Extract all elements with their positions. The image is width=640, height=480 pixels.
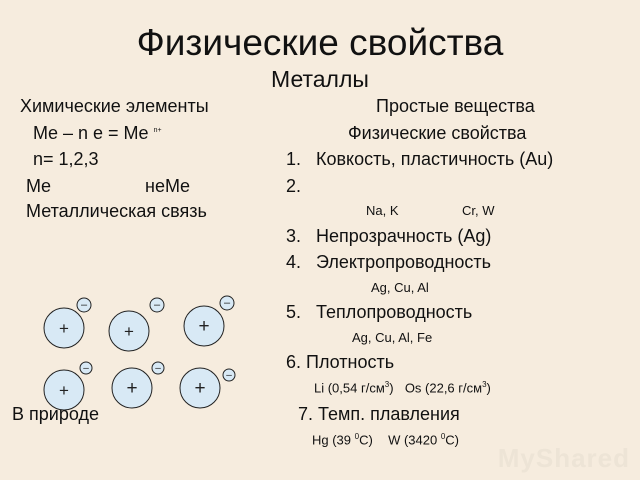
chemical-elements-heading: Химические элементы (20, 96, 209, 116)
property-4-examples: Ag, Cu, Al (371, 280, 429, 295)
cation-icon (112, 368, 152, 408)
nonmetal-label: неMe (145, 176, 190, 196)
svg-text:–: – (226, 370, 232, 381)
property-2-number: 2. (286, 176, 302, 196)
svg-text:–: – (83, 363, 89, 374)
property-4-text: Электропроводность (316, 252, 492, 272)
property-1-number: 1. (286, 149, 302, 169)
ionization-charge: n+ (153, 127, 162, 134)
electron-icon (150, 298, 164, 312)
property-3-number: 3. (286, 226, 302, 246)
svg-text:–: – (223, 297, 231, 309)
watermark-logo: MyShared (497, 443, 630, 473)
svg-text:+: + (126, 378, 138, 399)
mercury-melting-point: Hg (39 (312, 432, 355, 448)
cation-icon (184, 306, 224, 346)
property-4-number: 4. (286, 252, 302, 272)
property-2 (286, 176, 316, 197)
property-1 (286, 149, 553, 170)
cation-icon (44, 308, 84, 348)
electron-icon (77, 298, 91, 312)
property-5-number: 5. (286, 302, 302, 322)
property-2-examples-b: Cr, W (462, 203, 495, 218)
property-5-examples: Ag, Cu, Al, Fe (352, 330, 433, 345)
svg-text:+: + (198, 316, 210, 337)
tungsten-unit: C) (445, 432, 459, 448)
ionization-equation (33, 123, 162, 144)
property-7-examples (312, 432, 459, 447)
electron-icon (223, 369, 235, 381)
property-1-text: Ковкость, пластичность (Au) (316, 149, 554, 169)
lithium-density-exponent: 3 (384, 380, 390, 389)
in-nature-label: В природе (12, 404, 99, 424)
metal-label: Me (26, 176, 52, 196)
osmium-density-close: ) (486, 380, 491, 396)
lithium-density-close: ) (389, 380, 394, 396)
property-5 (286, 302, 472, 323)
property-7: 7. Темп. плавления (298, 404, 460, 424)
osmium-density: Os (22,6 г/см (404, 380, 483, 396)
electron-icon (80, 362, 92, 374)
electron-icon (152, 362, 164, 374)
ionization-equation-text: Me – n e = Me (33, 123, 154, 143)
property-5-text: Теплопроводность (316, 302, 473, 322)
n-values: n= 1,2,3 (33, 149, 99, 169)
physical-properties-heading: Физические свойства (348, 123, 527, 143)
svg-text:+: + (124, 322, 134, 341)
property-4 (286, 252, 491, 273)
tungsten-degree: 0 (440, 432, 446, 441)
metallic-lattice-diagram (34, 290, 254, 420)
svg-text:–: – (153, 299, 161, 311)
svg-text:+: + (194, 378, 206, 399)
svg-text:–: – (155, 363, 161, 374)
page-subtitle: Металлы (271, 66, 369, 92)
property-3 (286, 226, 491, 247)
simple-substances-heading: Простые вещества (376, 96, 535, 116)
svg-text:+: + (59, 381, 69, 400)
lithium-density: Li (0,54 г/см (314, 380, 385, 396)
page-title: Физические свойства (136, 22, 504, 63)
property-3-text: Непрозрачность (Ag) (316, 226, 492, 246)
svg-text:–: – (80, 299, 88, 311)
mercury-unit: C) (359, 432, 373, 448)
mercury-degree: 0 (354, 432, 360, 441)
property-6: 6. Плотность (286, 352, 395, 372)
cation-icon (180, 368, 220, 408)
property-6-examples (314, 380, 491, 395)
svg-text:+: + (59, 319, 69, 338)
metallic-bond-label: Металлическая связь (26, 201, 207, 221)
cation-icon (109, 311, 149, 351)
electron-icon (220, 296, 234, 310)
property-2-examples-a: Na, K (366, 203, 399, 218)
osmium-density-exponent: 3 (482, 380, 487, 389)
tungsten-melting-point: W (3420 (388, 432, 441, 448)
